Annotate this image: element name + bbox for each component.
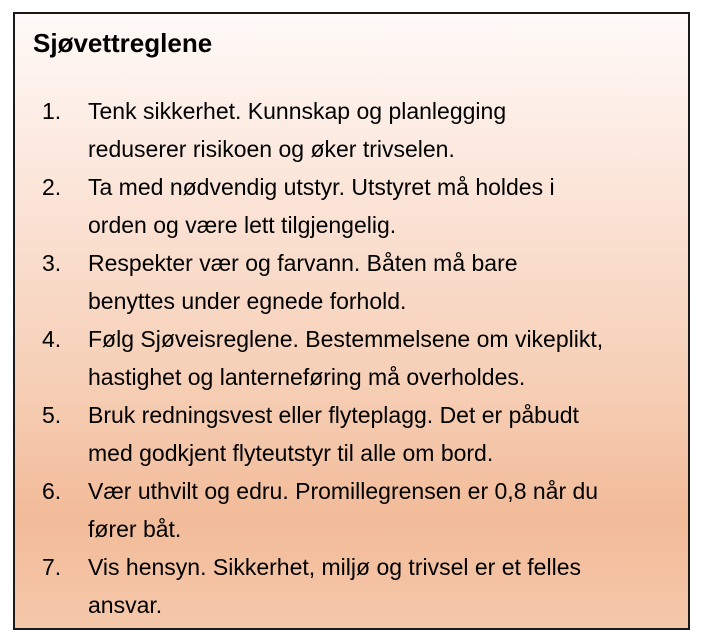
rule-item-7: [15, 548, 675, 624]
rule-text-line: benyttes under egnede forhold.: [88, 288, 407, 314]
rule-text-line: fører båt.: [88, 516, 182, 542]
rule-number: 3.: [42, 250, 62, 276]
rule-number: 2.: [42, 174, 62, 200]
rule-number: 4.: [42, 326, 62, 352]
rule-item-3: [15, 244, 675, 320]
rule-text-line: med godkjent flyteutstyr til alle om bord.: [88, 440, 494, 466]
rule-text-line: orden og være lett tilgjengelig.: [88, 212, 397, 238]
rule-number: 1.: [42, 98, 62, 124]
rule-item-6: [15, 472, 675, 548]
rule-text-line: hastighet og lanterneføring må overholdes.: [88, 364, 526, 390]
document-title: Sjøvettreglene: [33, 28, 213, 58]
rules-list: [15, 92, 675, 624]
rule-text-line: Bruk redningsvest eller flyteplagg. Det er påbudt: [88, 402, 579, 428]
rule-item-4: [15, 320, 675, 396]
rule-item-5: [15, 396, 675, 472]
rule-text-line: Vær uthvilt og edru. Promillegrensen er 0,8 når du: [88, 478, 599, 504]
rule-item-1: [15, 92, 675, 168]
rule-number: 7.: [42, 554, 62, 580]
rules-box: [13, 12, 690, 630]
rule-text-line: reduserer risikoen og øker trivselen.: [88, 136, 455, 162]
rule-item-2: [15, 168, 675, 244]
rule-text-line: Tenk sikkerhet. Kunnskap og planlegging: [88, 98, 507, 124]
rule-text-line: ansvar.: [88, 592, 163, 618]
rule-text-line: Ta med nødvendig utstyr. Utstyret må holdes i: [88, 174, 555, 200]
rule-text-line: Følg Sjøveisreglene. Bestemmelsene om vikeplikt,: [88, 326, 604, 352]
rule-text-line: Vis hensyn. Sikkerhet, miljø og trivsel er et felles: [88, 554, 581, 580]
rule-number: 5.: [42, 402, 62, 428]
rule-text-line: Respekter vær og farvann. Båten må bare: [88, 250, 518, 276]
rule-number: 6.: [42, 478, 62, 504]
